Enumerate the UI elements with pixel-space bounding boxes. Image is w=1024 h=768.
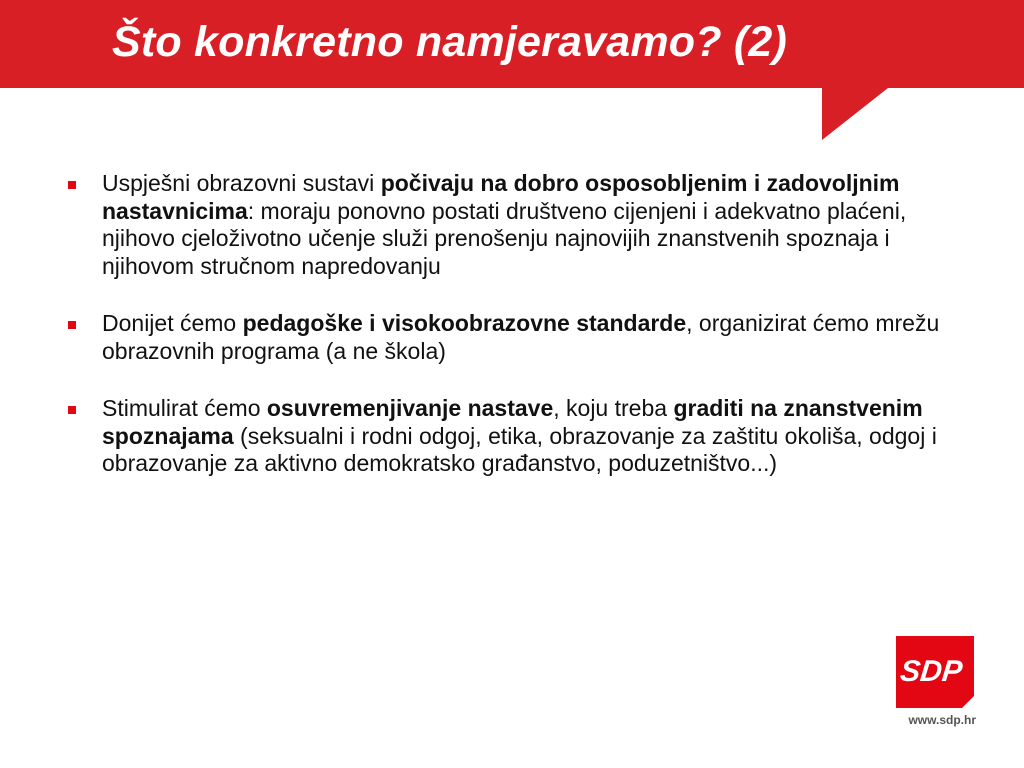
bullet-emphasis: pedagoške i visokoobrazovne standarde: [242, 310, 687, 336]
bullet-text-segment: , koju treba: [553, 395, 674, 421]
bullet-emphasis: osuvremenjivanje nastave: [266, 395, 554, 421]
bullet-item: [68, 170, 958, 280]
bullet-list: [68, 170, 958, 508]
bullet-text-segment: : moraju ponovno postati društveno cijenjeni i adekvatno plaćeni, njihovo cjeloživotno učenje služi prenošenju najnovijih znanstvenih spoznaja i njihovom stručnom napredovanju: [102, 197, 907, 279]
bullet-emphasis: počivaju na dobro osposobljenim i zadovoljnim nastavnicima: [102, 170, 900, 224]
bullet-text-segment: Stimulirat ćemo: [102, 395, 267, 421]
slide-title: Što konkretno namjeravamo? (2): [112, 18, 788, 66]
bullet-item: [68, 395, 958, 478]
website-url: www.sdp.hr: [908, 713, 976, 727]
bullet-marker-icon: [68, 406, 76, 414]
sdp-logo-text: SDP: [898, 655, 964, 688]
bullet-text-segment: (seksualni i rodni odgoj, etika, obrazovanje za zaštitu okoliša, odgoj i obrazovanje za aktivno demokratsko građanstvo, poduzetništvo...): [102, 422, 937, 476]
bullet-item: [68, 310, 958, 365]
bullet-marker-icon: [68, 181, 76, 189]
bullet-text-segment: Uspješni obrazovni sustavi: [102, 170, 381, 196]
bullet-text-segment: , organizirat ćemo mrežu obrazovnih programa (a ne škola): [102, 310, 940, 364]
bullet-text: [102, 170, 958, 280]
bullet-emphasis: graditi na znanstvenim spoznajama: [102, 395, 923, 449]
bullet-marker-icon: [68, 321, 76, 329]
bullet-text: [102, 395, 958, 478]
sdp-logo-graphic: [896, 636, 974, 708]
sdp-logo: [896, 636, 974, 708]
bullet-text: [102, 310, 958, 365]
bullet-text-segment: Donijet ćemo: [102, 310, 243, 336]
